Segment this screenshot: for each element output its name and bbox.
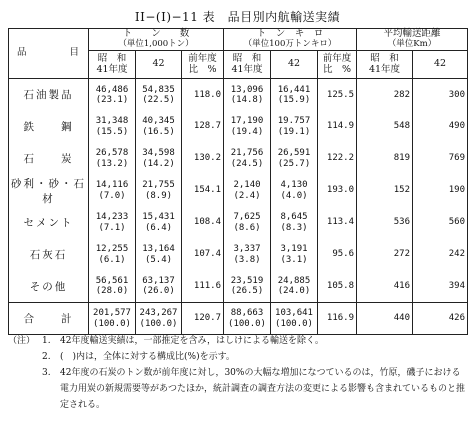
tonkm-42-value: (25.7) [277, 158, 311, 169]
notes [8, 333, 468, 413]
tonkm-42-value: 26,591 [277, 148, 311, 159]
dist-42-value: 242 [448, 249, 466, 260]
tonkm-41-value: 21,756 [230, 148, 264, 159]
dist-41-value: 536 [393, 217, 410, 228]
item-name-value: その他 [29, 280, 68, 293]
tonkm-41-value: 7,625 [233, 212, 261, 223]
tonkm-ratio-value: 105.8 [326, 281, 354, 292]
ton-42-value: (14.2) [142, 158, 175, 169]
tonkm-42-value: (100.0) [275, 318, 313, 329]
ton-ratio-cell [182, 207, 224, 239]
ton-42-cell [136, 207, 182, 239]
item-name-value: 鉄 鋼 [23, 121, 74, 133]
table-row [9, 271, 468, 303]
ton-42-value: 63,137 [142, 276, 175, 287]
tonkm-41-cell [224, 207, 271, 239]
dist-42-value: 769 [448, 153, 466, 164]
tonkm-41-value: (24.5) [230, 158, 264, 169]
tonkm-41-value: 13,096 [230, 84, 264, 95]
tonkm-41-cell [224, 79, 271, 111]
note-text: ( )内は，全体に対する構成比(%)を示す。 [60, 352, 235, 362]
dist-42-cell [413, 303, 468, 335]
ton-ratio-value: 130.2 [193, 153, 221, 164]
dist-42-cell [413, 207, 468, 239]
ton-41-value: 14,233 [95, 212, 129, 223]
tonkm-42-value: (8.3) [280, 222, 308, 233]
ton-42-value: (16.5) [142, 126, 175, 137]
ton-42-cell [136, 143, 182, 175]
item-name-cell [9, 207, 89, 239]
ton-unit: （単位1,000トン） [118, 39, 194, 50]
tonkm-41-value: (100.0) [228, 318, 266, 329]
item-name-cell [9, 143, 89, 175]
tonkm-42-value: 19.757 [277, 116, 311, 127]
ton-42-value: (26.0) [142, 286, 175, 297]
dist-41-value: 272 [393, 249, 410, 260]
dist-prev-header: 昭 和 41年度 [357, 51, 413, 79]
dist-41-value: 548 [393, 121, 410, 132]
table-row [9, 143, 468, 175]
dist-42-value: 394 [448, 281, 466, 292]
ton-ratio-cell [182, 303, 224, 335]
tonkm-41-value: 88,663 [230, 308, 264, 319]
note-text: 42年度の石炭のトン数が前年度に対し，30%の大幅な増加になつているのは，竹原，磯子における電力用炭の新規需要等があつたほか，統計調査の調査方法の変更による影響も含まれているものと推定される。 [60, 368, 466, 410]
dist-41-value: 282 [393, 89, 410, 100]
ton-41-cell [89, 207, 136, 239]
notes-label: （注） [8, 336, 36, 346]
dist-42-value: 190 [448, 185, 466, 196]
ton-42-cell [136, 79, 182, 111]
ton-42-cell [136, 239, 182, 271]
item-name-cell [9, 239, 89, 271]
ton-42-value: 21,755 [142, 180, 175, 191]
ton-ratio-value: 120.7 [193, 313, 221, 324]
dist-41-cell [357, 79, 413, 111]
note-text: 42年度輸送実績は，一部推定を含み，はしけによる輸送を除く。 [60, 336, 324, 346]
dist-42-cell [413, 111, 468, 143]
item-header: 品 目 [9, 29, 89, 79]
ton-ratio-cell [182, 143, 224, 175]
item-name-cell [9, 175, 89, 207]
tonkm-41-cell [224, 143, 271, 175]
tonkm-ratio-cell [318, 111, 357, 143]
tonkm-42-header: 42 [271, 51, 318, 79]
dist-group-header [357, 29, 468, 51]
ton-41-value: (15.5) [95, 126, 129, 137]
tonkm-42-cell [271, 271, 318, 303]
ton-42-value: (100.0) [139, 318, 178, 329]
tonkm-ratio-value: 114.9 [326, 121, 354, 132]
dist-unit: （単位Km） [387, 39, 437, 50]
tonkm-42-cell [271, 143, 318, 175]
ton-41-cell [89, 143, 136, 175]
note-number: 3. [42, 368, 51, 378]
ton-41-value: 12,255 [95, 244, 129, 255]
tonkm-ratio-cell [318, 143, 357, 175]
ton-41-cell [89, 271, 136, 303]
ton-42-value: (22.5) [142, 94, 175, 105]
ton-41-value: 14,116 [95, 180, 129, 191]
ton-41-value: 56,561 [95, 276, 129, 287]
dist-42-cell [413, 239, 468, 271]
dist-41-cell [357, 143, 413, 175]
note-number: 1. [42, 336, 51, 346]
ton-42-header: 42 [136, 51, 182, 79]
tonkm-42-cell [271, 207, 318, 239]
tonkm-41-value: (2.4) [233, 190, 261, 201]
item-name-value: セメント [23, 217, 74, 229]
ton-42-cell [136, 175, 182, 207]
tonkm-prev-header: 昭 和 41年度 [224, 51, 271, 79]
ton-41-cell [89, 175, 136, 207]
dist-41-cell [357, 175, 413, 207]
item-name-cell [9, 271, 89, 303]
ton-ratio-value: 128.7 [193, 121, 221, 132]
ton-41-cell [89, 303, 136, 335]
ton-group-header [89, 29, 224, 51]
note-number: 2. [42, 352, 51, 362]
ton-41-value: (28.0) [95, 286, 129, 297]
item-name-cell [9, 303, 89, 335]
dist-42-cell [413, 79, 468, 111]
ton-41-value: (7.0) [98, 190, 126, 201]
ton-ratio-cell [182, 239, 224, 271]
tonkm-42-value: (19.1) [277, 126, 311, 137]
dist-42-cell [413, 271, 468, 303]
transport-table [8, 28, 468, 335]
ton-42-value: 40,345 [142, 116, 175, 127]
ton-42-cell [136, 303, 182, 335]
item-name-value: 石灰石 [29, 249, 68, 261]
tonkm-42-value: (3.1) [280, 254, 308, 265]
tonkm-ratio-cell [318, 303, 357, 335]
dist-41-value: 819 [393, 153, 410, 164]
tonkm-42-value: (4.0) [280, 190, 308, 201]
ton-ratio-cell [182, 271, 224, 303]
ton-41-cell [89, 79, 136, 111]
ton-ratio-cell [182, 111, 224, 143]
ton-42-value: 15,431 [142, 212, 175, 223]
ton-41-value: 201,577 [93, 308, 131, 319]
ton-41-value: (23.1) [95, 94, 129, 105]
tonkm-41-cell [224, 175, 271, 207]
tonkm-41-value: (19.4) [230, 126, 264, 137]
dist-41-value: 152 [393, 185, 410, 196]
table-row [9, 239, 468, 271]
dist-41-value: 416 [393, 281, 410, 292]
ton-prev-header: 昭 和 41年度 [89, 51, 136, 79]
dist-42-value: 560 [448, 217, 466, 228]
tonkm-group-title: ト ン キ ロ [256, 28, 324, 40]
item-name-value: 合 計 [23, 313, 74, 325]
tonkm-42-cell [271, 239, 318, 271]
ton-ratio-header: 前年度 比 % [182, 51, 224, 79]
table-row [9, 79, 468, 111]
tonkm-group-header [224, 29, 357, 51]
ton-41-value: (7.1) [98, 222, 126, 233]
tonkm-42-cell [271, 79, 318, 111]
ton-41-cell [89, 111, 136, 143]
tonkm-ratio-cell [318, 239, 357, 271]
table-title: II−(I)−11 表 品目別内航輸送実績 [134, 10, 341, 24]
tonkm-unit: （単位100万トンキロ） [243, 39, 337, 50]
tonkm-ratio-cell [318, 175, 357, 207]
tonkm-42-cell [271, 111, 318, 143]
tonkm-42-value: 3,191 [280, 244, 308, 255]
dist-42-value: 300 [448, 89, 466, 100]
ton-ratio-cell [182, 79, 224, 111]
tonkm-ratio-cell [318, 271, 357, 303]
tonkm-41-value: 3,337 [233, 244, 261, 255]
tonkm-42-cell [271, 303, 318, 335]
tonkm-41-value: (3.8) [233, 254, 261, 265]
table-row [9, 175, 468, 207]
dist-42-cell [413, 143, 468, 175]
tonkm-ratio-value: 193.0 [326, 185, 354, 196]
tonkm-42-cell [271, 175, 318, 207]
tonkm-ratio-value: 113.4 [326, 217, 354, 228]
ton-42-value: 54,835 [142, 84, 175, 95]
table-row [9, 207, 468, 239]
item-name-value: 石 炭 [23, 153, 74, 165]
tonkm-ratio-cell [318, 79, 357, 111]
tonkm-42-value: 16,441 [277, 84, 311, 95]
ton-41-value: 46,486 [95, 84, 129, 95]
ton-ratio-value: 107.4 [193, 249, 221, 260]
tonkm-ratio-cell [318, 207, 357, 239]
tonkm-41-value: 23,519 [230, 276, 264, 287]
tonkm-ratio-value: 116.9 [326, 313, 354, 324]
tonkm-42-value: 24,885 [277, 276, 311, 287]
ton-42-value: 34,598 [142, 148, 175, 159]
table-row [9, 111, 468, 143]
tonkm-42-value: 4,130 [280, 180, 308, 191]
ton-42-value: (8.9) [144, 190, 173, 201]
ton-group-title: ト ン 数 [122, 28, 190, 40]
dist-42-header: 42 [413, 51, 468, 79]
tonkm-41-value: 17,190 [230, 116, 264, 127]
ton-ratio-value: 111.6 [193, 281, 221, 292]
ton-ratio-value: 108.4 [193, 217, 221, 228]
dist-41-cell [357, 239, 413, 271]
tonkm-41-value: 2,140 [233, 180, 261, 191]
ton-41-value: (6.1) [98, 254, 126, 265]
ton-ratio-cell [182, 175, 224, 207]
tonkm-ratio-value: 122.2 [326, 153, 354, 164]
tonkm-42-value: (24.0) [277, 286, 311, 297]
item-name-cell [9, 79, 89, 111]
tonkm-ratio-value: 95.6 [332, 249, 354, 260]
ton-42-cell [136, 111, 182, 143]
ton-42-value: (5.4) [144, 254, 173, 265]
dist-41-value: 440 [393, 313, 410, 324]
tonkm-41-cell [224, 271, 271, 303]
dist-42-value: 490 [448, 121, 466, 132]
dist-group-title: 平均輸送距離 [383, 28, 441, 40]
ton-ratio-value: 118.0 [193, 89, 221, 100]
item-name-cell [9, 111, 89, 143]
ton-41-value: 31,348 [95, 116, 129, 127]
ton-42-value: (6.4) [144, 222, 173, 233]
tonkm-41-cell [224, 111, 271, 143]
ton-41-value: 26,578 [95, 148, 129, 159]
tonkm-41-value: (8.6) [233, 222, 261, 233]
item-name-value: 砂利・砂・石材 [11, 177, 86, 205]
dist-42-value: 426 [448, 313, 466, 324]
tonkm-41-value: (14.8) [230, 94, 264, 105]
tonkm-42-value: 103,641 [275, 308, 313, 319]
tonkm-ratio-value: 125.5 [326, 89, 354, 100]
tonkm-42-value: 8,645 [280, 212, 308, 223]
dist-42-cell [413, 175, 468, 207]
dist-41-cell [357, 271, 413, 303]
dist-41-cell [357, 303, 413, 335]
ton-42-value: 243,267 [139, 308, 178, 319]
ton-41-cell [89, 239, 136, 271]
ton-41-value: (13.2) [95, 158, 129, 169]
ton-ratio-value: 154.1 [193, 185, 221, 196]
ton-42-cell [136, 271, 182, 303]
ton-41-value: (100.0) [93, 318, 131, 329]
tonkm-42-value: (15.9) [277, 94, 311, 105]
dist-41-cell [357, 111, 413, 143]
tonkm-41-cell [224, 239, 271, 271]
tonkm-41-value: (26.5) [230, 286, 264, 297]
dist-41-cell [357, 207, 413, 239]
ton-42-value: 13,164 [142, 244, 175, 255]
table-row [9, 303, 468, 335]
item-name-value: 石油製品 [23, 89, 74, 102]
tonkm-41-cell [224, 303, 271, 335]
tonkm-ratio-header: 前年度 比 % [318, 51, 357, 79]
